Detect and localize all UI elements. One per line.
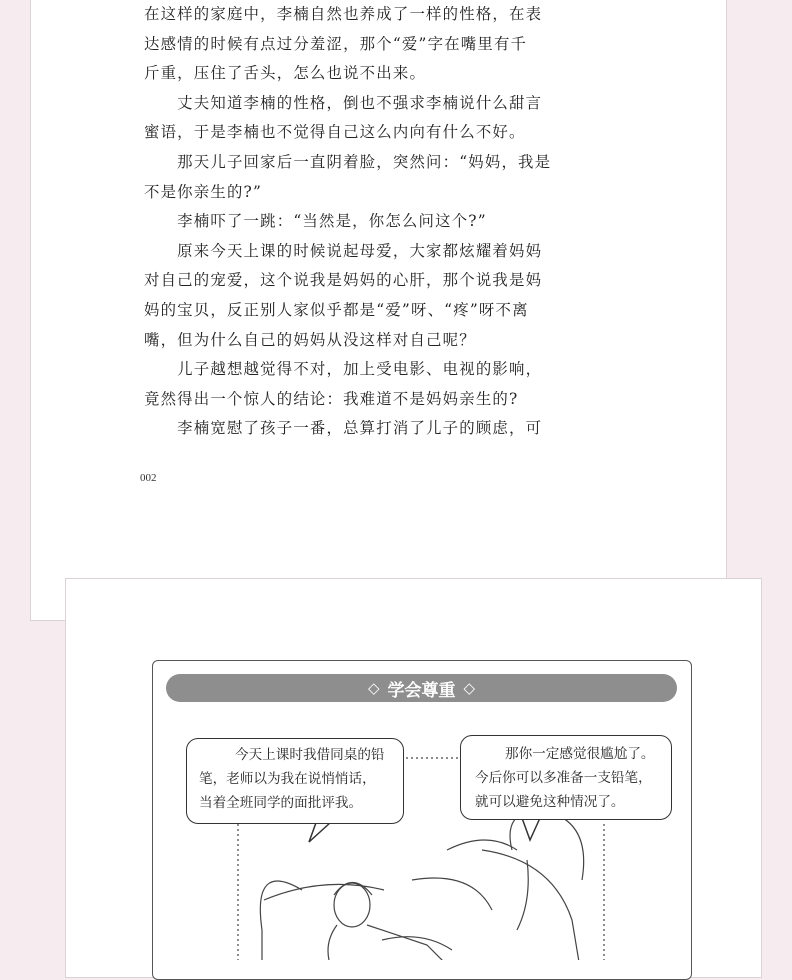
- bubble-line: 笔，老师以为我在说悄悄话，: [199, 771, 376, 787]
- page-number: 002: [140, 472, 157, 484]
- bubble-line: 就可以避免这种情况了。: [475, 794, 625, 810]
- text-line: 妈的宝贝，反正别人家似乎都是“爱”呀、“疼”呀不离: [144, 300, 529, 319]
- text-line: 儿子越想越觉得不对，加上受电影、电视的影响，: [144, 360, 543, 379]
- diamond-outline-icon: ◇: [367, 679, 380, 697]
- speech-bubble-mother: [460, 735, 672, 820]
- text-line: 李楠吓了一跳：“当然是，你怎么问这个?”: [144, 212, 487, 231]
- text-line: 蜜语，于是李楠也不觉得自己这么内向有什么不好。: [144, 123, 526, 142]
- text-line: 李楠宽慰了孩子一番，总算打消了儿子的顾虑，可: [144, 419, 543, 438]
- bubble-line: 今天上课时我借同桌的铅: [235, 747, 385, 763]
- bubble-line: 当着全班同学的面批评我。: [199, 795, 363, 811]
- text-line: 竟然得出一个惊人的结论：我难道不是妈妈亲生的?: [144, 389, 519, 408]
- text-line: 对自己的宠爱，这个说我是妈妈的心肝，那个说我是妈: [144, 271, 543, 290]
- diamond-outline-icon: ◇: [463, 679, 476, 697]
- text-line: 那天儿子回家后一直阴着脸，突然问：“妈妈，我是: [144, 152, 552, 171]
- text-line: 在这样的家庭中，李楠自然也养成了一样的性格，在表: [144, 5, 543, 23]
- comic-title: 学会尊重: [387, 680, 456, 701]
- text-line: 达感情的时候有点过分羞涩，那个“爱”字在嘴里有千: [144, 34, 528, 53]
- bubble-line: 那你一定感觉很尴尬了。: [505, 746, 655, 762]
- comic-title-bar: [166, 674, 677, 702]
- text-line: 原来今天上课的时候说起母爱，大家都炫耀着妈妈: [144, 241, 543, 260]
- body-text: [144, 0, 584, 444]
- speech-bubble-child: [186, 738, 404, 824]
- text-line: 斤重，压住了舌头，怎么也说不出来。: [144, 64, 427, 83]
- text-line: 丈夫知道李楠的性格，倒也不强求李楠说什么甜言: [144, 93, 543, 112]
- text-line: 嘴，但为什么自己的妈妈从没这样对自己呢？: [144, 330, 476, 349]
- bubble-line: 今后你可以多准备一支铅笔，: [475, 770, 652, 786]
- text-line: 不是你亲生的?”: [144, 182, 263, 201]
